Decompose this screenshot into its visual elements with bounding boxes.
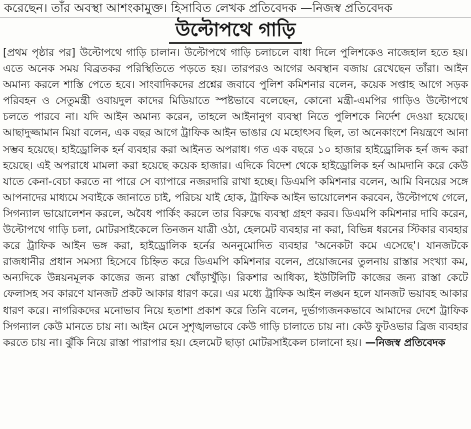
article-text: উল্টোপথে গাড়ি চালান। উল্টোপথে গাড়ি চলাচলে বাধা দিলে পুলিশকেও নাজেহাল হতে হয়। এতে অনেক সময় বিব্রতকর পরিস্থিতিতে পড়তে হয়। তারপরও আগের অবস্থান বজায় রেখেছেন তাঁরা। আইন অমান্য করলে শাস্তি পেতে হবে। সাংবাদিকদের প্রশ্নের জবাবে পুলিশ কমিশনার বলেন, কয়েক সপ্তাহ আগে সড়ক পরিবহন ও সেতুমন্ত্রী ওবায়দুল কাদের মিডিয়াতে স্পষ্টভাবে বলেছেন, কোনো মন্ত্রী-এমপির গাড়িও উল্টোপথে চলতে পারবে না। যদি আইন অমান্য করেন, তাহলে আইনানুগ ব্যবস্থা নিতে পুলিশকে নির্দেশ দেওয়া হয়েছে। আছাদুজ্জামান মিয়া বলেন, এক বছর আগে ট্রাফিক আইন ভাঙার যে মহোৎসব ছিল, তা অনেকাংশে নিয়ন্ত্রণে আনা সম্ভব হয়েছে। হাইড্রোলিক হর্ন ব্যবহার করা আইনত অপরাধ। গত এক বছরে ১০ হাজার হাইড্রোলিক হর্ন জব্দ করা হয়েছে। এই অপরাধে মামলা করা হয়েছে কয়েক হাজার। এদিকে বিদেশ থেকে হাইড্রোলিক হর্ন আমদানি করে কেউ যাতে কেনা-বেচা করতে না পারে সে ব্যাপারে নজরদারি রাখা হচ্ছে। ডিএমপি কমিশনার বলেন, আমি বিনয়ের সঙ্গে আপনাদের মাধ্যমে সবাইকে জানাতে চাই, পরিচয় যাই হোক, ট্রাফিক আইন ভায়োলেশন করবেন, উল্টোপথে গেলে, সিগন্যাল ভায়োলেশন করলে, অবৈধ পার্কিং করলে তার বিরুদ্ধে ব্যবস্থা গ্রহণ করব। ডিএমপি কমিশনার দাবি করেন, উল্টোপথে গাড়ি চলা, মোটরসাইকেলে তিনজন যাত্রী ওঠা, হেলমেট ব্যবহার না করা, বিভিন্ন ধরনের স্টিকার ব্যবহার করে ট্রাফিক আইন ভঙ্গ করা, হাইড্রোলিক হর্নের অননুমোদিত ব্যবহার 'অনেকটা কমে এসেছে'। যানজটকে রাজধানীর প্রধান সমস্যা হিসেবে চিহ্নিত করে ডিএমপি কমিশনার বলেন, প্রয়োজনের তুলনায় রাস্তার সংখ্যা কম, অন্যদিকে উন্নয়নমূলক কাজের জন্য রাস্তা খোঁড়াখুঁড়ি। রিকশার আধিক্য, ইউটিলিটি কাজের জন্য রাস্তা কেটে ফেলাসহ সব কারণে যানজট প্রকট আকার ধারণ করে। এর মধ্যে ট্রাফিক আইন লঙ্ঘন হলে যানজট ভয়াবহ আকার ধারণ করে। নাগরিকদের মনোভাব নিয়ে হতাশা প্রকাশ করে তিনি বলেন, দুর্ভাগ্যজনকভাবে আমাদের দেশে ট্রাফিক সিগন্যাল কেউ মানতে চায় না। আইন মেনে সুশৃঙ্খলভাবে কেউ গাড়ি চালাতে চায় না। কেউ ফুটওভার ব্রিজ ব্যবহার করতে চায় না। ঝুঁকি নিয়ে রাস্তা পারাপার হয়। হেলমেট ছাড়া মোটরসাইকেল চালানো হয়। bbox=[3, 47, 468, 349]
headline-row bbox=[0, 19, 471, 43]
article-body bbox=[0, 43, 471, 427]
continuation-note: [প্রথম পৃষ্ঠার পর] bbox=[3, 47, 76, 59]
byline: —নিজস্ব প্রতিবেদক bbox=[361, 336, 446, 349]
previous-article-end: করেছেন। তাঁর অবস্থা আশংকামুক্ত। হিসাবিত লেখক প্রতিবেদক —নিজস্ব প্রতিবেদক bbox=[0, 0, 471, 18]
headline: উল্টোপথে গাড়ি bbox=[169, 18, 301, 44]
